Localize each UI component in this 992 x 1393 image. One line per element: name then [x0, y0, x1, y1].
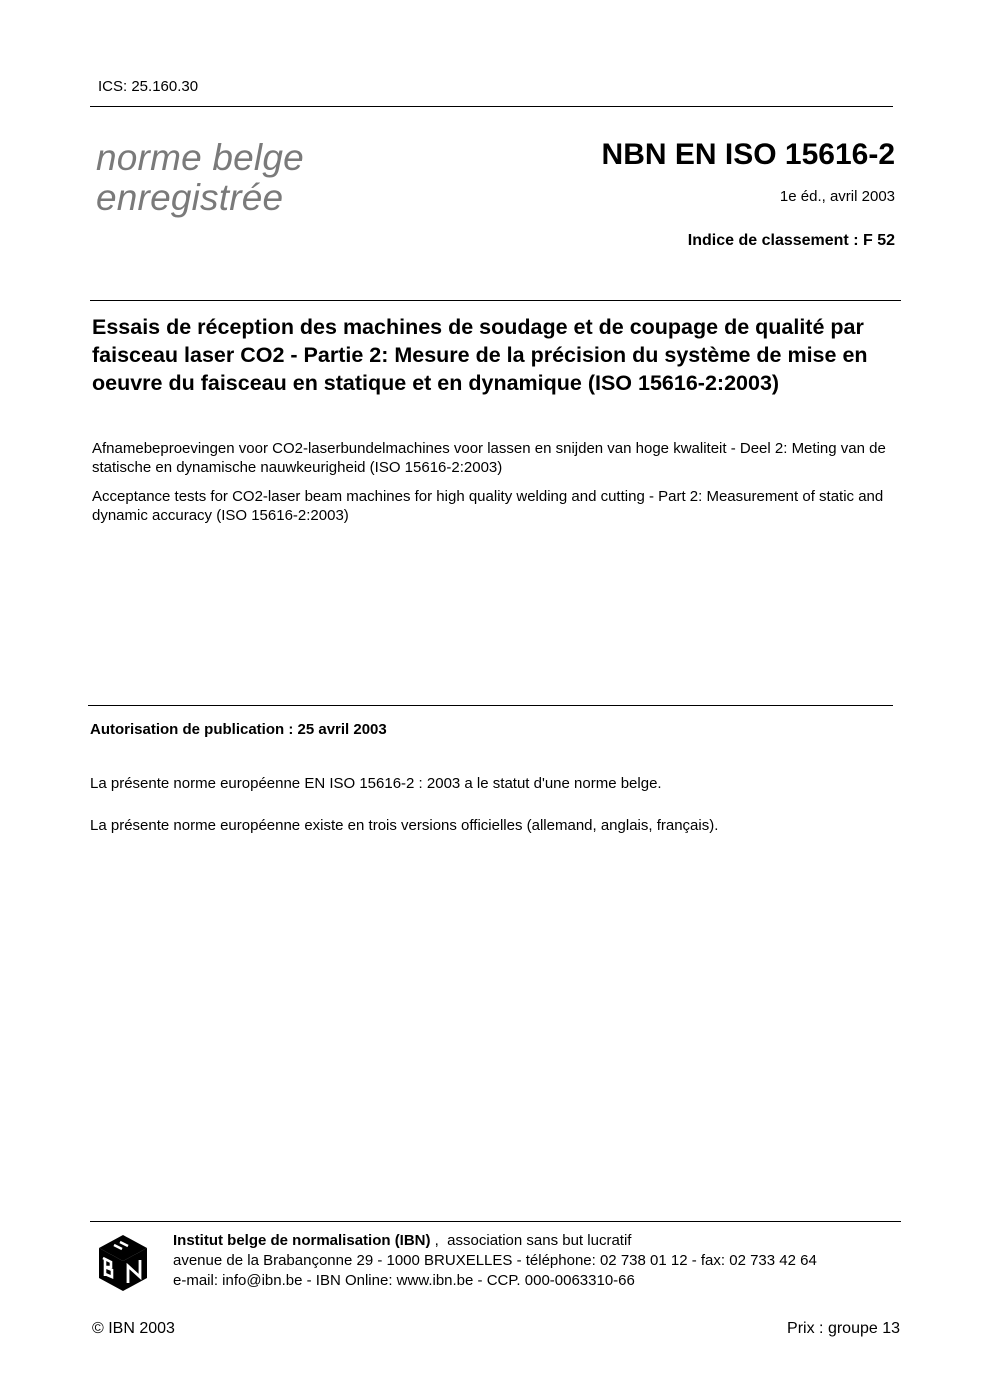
standard-code: NBN EN ISO 15616-2 [601, 138, 895, 171]
publication-authorisation: Autorisation de publication : 25 avril 2003 [90, 721, 387, 738]
institute-line [173, 1231, 817, 1251]
classification-index: Indice de classement : F 52 [687, 232, 895, 249]
price-group: Prix : groupe 13 [787, 1320, 900, 1337]
institute-suffix: , association sans but lucratif [430, 1232, 632, 1249]
institute-info [173, 1231, 817, 1291]
institute-name: Institut belge de normalisation (IBN) [173, 1232, 431, 1249]
body-divider [88, 705, 893, 706]
versions-paragraph: La présente norme européenne existe en trois versions officielles (allemand, anglais, français). [90, 817, 719, 834]
header-divider [90, 106, 893, 107]
edition-date: 1e éd., avril 2003 [779, 188, 895, 205]
status-paragraph: La présente norme européenne EN ISO 15616-2 : 2003 a le statut d'une norme belge. [90, 775, 662, 792]
title-divider [90, 300, 901, 301]
footer-divider [90, 1221, 901, 1222]
institute-contact: e-mail: info@ibn.be - IBN Online: www.ibn.be - CCP. 000-0063310-66 [173, 1272, 635, 1289]
copyright-notice: © IBN 2003 [92, 1320, 175, 1337]
ibn-cube-icon [98, 1234, 148, 1292]
title-french: Essais de réception des machines de soudage et de coupage de qualité par faisceau laser CO2 - Partie 2: Mesure de la précision du système de mise en oeuvre du faisceau en statique et en dynamique (ISO 15616-2:2003) [92, 315, 868, 395]
title-english: Acceptance tests for CO2-laser beam machines for high quality welding and cutting - Part 2: Measurement of static and dynamic accuracy (ISO 15616-2:2003) [92, 488, 884, 524]
institute-address: avenue de la Brabançonne 29 - 1000 BRUXELLES - téléphone: 02 738 01 12 - fax: 02 733 42 64 [173, 1252, 817, 1269]
brand-title [96, 138, 304, 218]
ibn-logo [98, 1234, 148, 1292]
ics-code: ICS: 25.160.30 [98, 78, 199, 95]
brand-line-1: norme belge [96, 137, 304, 178]
brand-line-2: enregistrée [96, 177, 284, 218]
title-dutch: Afnamebeproevingen voor CO2-laserbundelmachines voor lassen en snijden van hoge kwaliteit - Deel 2: Meting van de statische en dynamische nauwkeurigheid (ISO 15616-2:2003) [92, 440, 886, 476]
